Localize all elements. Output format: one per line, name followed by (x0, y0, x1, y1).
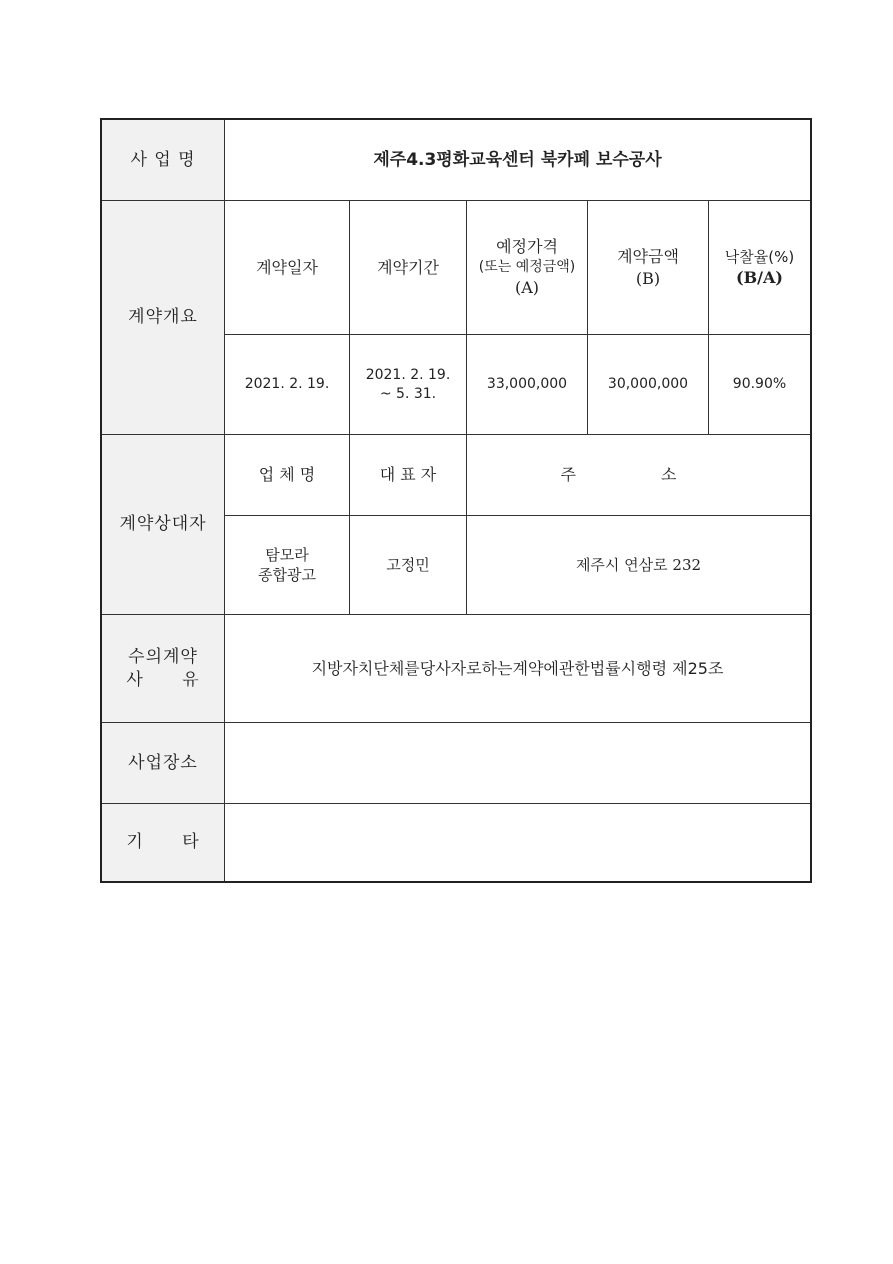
value-location (225, 723, 810, 803)
label-counterparty (102, 435, 224, 614)
value-representative-text: 고정민 (386, 555, 430, 574)
value-etc (225, 804, 810, 881)
header-representative-text: 대 표 자 (379, 465, 437, 485)
contract-info-table (100, 118, 812, 883)
label-etc (102, 804, 224, 881)
header-representative (350, 435, 466, 515)
project-title-text: 제주4.3평화교육센터 북카페 보수공사 (373, 149, 662, 170)
value-period-line2: ~ 5. 31. (379, 385, 437, 402)
header-estimated-line1: 예정가격 (496, 237, 558, 257)
value-contract-period (350, 335, 466, 434)
header-rate-line1: 낙찰율(%) (724, 247, 795, 266)
label-reason-line1: 수의계약 (128, 646, 198, 667)
label-project-name (102, 120, 224, 200)
label-project-name-text: 사 업 명 (130, 149, 196, 170)
value-estimated-price-text: 33,000,000 (486, 376, 568, 393)
header-contract-amount (588, 201, 708, 334)
value-award-rate-text: 90.90% (732, 376, 787, 393)
header-amount-line1: 계약금액 (617, 246, 679, 266)
header-contract-date (225, 201, 349, 334)
header-award-rate (709, 201, 810, 334)
value-contract-amount-text: 30,000,000 (607, 376, 689, 393)
value-address-text: 제주시 연삼로 232 (575, 555, 702, 574)
value-address (467, 516, 810, 614)
value-period-line1: 2021. 2. 19. (365, 366, 451, 383)
value-award-rate (709, 335, 810, 434)
value-contract-amount (588, 335, 708, 434)
label-reason-line2: 사 유 (126, 669, 200, 690)
label-etc-text: 기 타 (126, 832, 200, 853)
header-rate-line2: (B/A) (736, 267, 783, 287)
label-contract-overview-text: 계약개요 (128, 307, 198, 328)
label-location (102, 723, 224, 803)
label-location-text: 사업장소 (128, 752, 198, 773)
header-address (467, 435, 810, 515)
header-estimated-price (467, 201, 587, 334)
value-reason-text: 지방자치단체를당사자로하는계약에관한법률시행령 제25조 (311, 658, 724, 678)
header-contract-period (350, 201, 466, 334)
value-contract-date (225, 335, 349, 434)
label-reason (102, 615, 224, 722)
header-estimated-line3: (A) (514, 277, 540, 297)
header-contract-period-text: 계약기간 (377, 257, 439, 277)
value-reason (225, 615, 810, 722)
header-contract-date-text: 계약일자 (256, 257, 318, 277)
value-company (225, 516, 349, 614)
header-estimated-line2: (또는 예정금액) (478, 259, 576, 276)
value-contract-date-text: 2021. 2. 19. (244, 376, 330, 393)
header-company (225, 435, 349, 515)
value-company-line2: 종합광고 (258, 566, 316, 584)
value-representative (350, 516, 466, 614)
header-address-text: 주 소 (560, 465, 717, 485)
value-estimated-price (467, 335, 587, 434)
header-company-text: 업 체 명 (258, 465, 316, 485)
label-contract-overview (102, 201, 224, 434)
project-title (225, 120, 810, 200)
header-amount-line2: (B) (635, 268, 661, 288)
label-counterparty-text: 계약상대자 (119, 514, 207, 535)
value-company-line1: 탐모라 (265, 545, 309, 564)
